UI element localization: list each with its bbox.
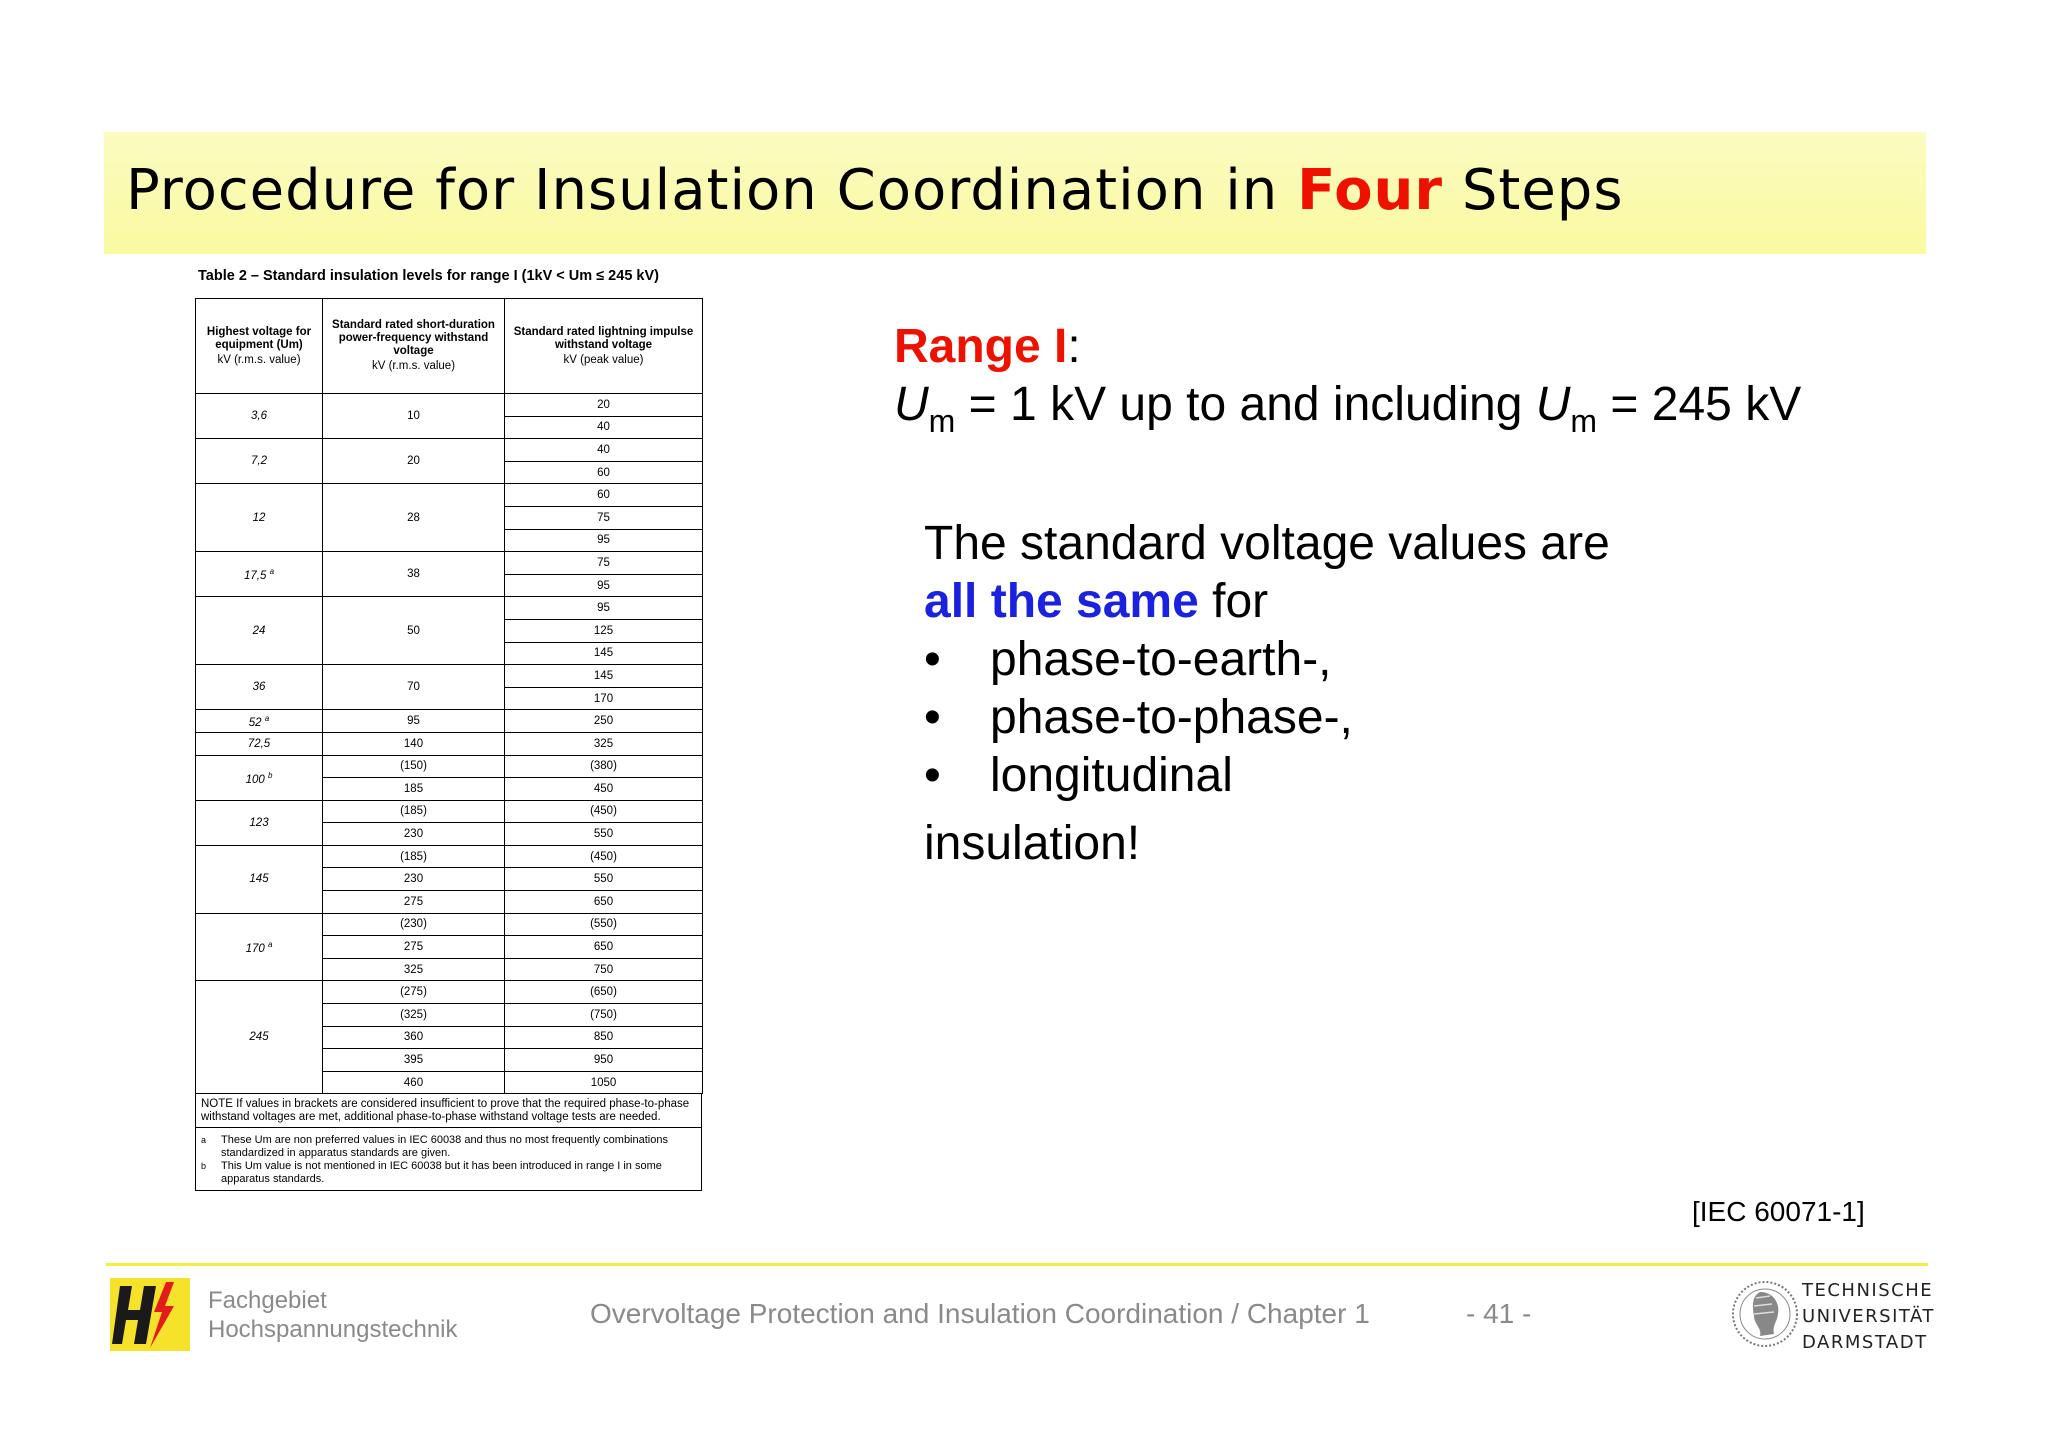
list-item-text: longitudinal bbox=[990, 749, 1233, 802]
statement-emphasis: all the same bbox=[924, 575, 1199, 628]
cell-text: 36 bbox=[252, 681, 266, 694]
cell-power-frequency: 185 bbox=[323, 778, 505, 801]
cell-lightning-impulse: 1050 bbox=[505, 1071, 703, 1094]
title-bar bbox=[104, 132, 1926, 254]
cell-lightning-impulse: 75 bbox=[505, 506, 703, 529]
statement-line2 bbox=[924, 573, 1610, 631]
footnote-b bbox=[201, 1160, 696, 1186]
cell-highest-voltage bbox=[196, 597, 323, 665]
cell-lightning-impulse: 60 bbox=[505, 461, 703, 484]
cell-power-frequency: 275 bbox=[323, 891, 505, 914]
table-row bbox=[196, 439, 703, 462]
cell-text: 17,5 bbox=[243, 570, 267, 583]
slide-title bbox=[126, 158, 1624, 223]
footnote-a bbox=[201, 1134, 696, 1160]
cell-lightning-impulse: 95 bbox=[505, 597, 703, 620]
um-subscript: m bbox=[928, 403, 956, 439]
header-unit: kV (r.m.s. value) bbox=[217, 353, 301, 366]
cell-highest-voltage bbox=[196, 710, 323, 733]
list-item-text: phase-to-earth-, bbox=[990, 633, 1332, 686]
table-caption: Table 2 – Standard insulation levels for range I (1kV < Um ≤ 245 kV) bbox=[198, 268, 659, 284]
cell-lightning-impulse: 20 bbox=[505, 394, 703, 417]
cell-highest-voltage bbox=[196, 800, 323, 845]
cell-power-frequency: 230 bbox=[323, 868, 505, 891]
cell-lightning-impulse: 170 bbox=[505, 687, 703, 710]
cell-footnote-mark: a bbox=[264, 714, 270, 724]
cell-highest-voltage bbox=[196, 552, 323, 597]
footnote-text: This Um value is not mentioned in IEC 60038 but it has been introduced in range I in some apparatus standards. bbox=[221, 1160, 662, 1186]
cell-text: 12 bbox=[252, 511, 266, 524]
cell-text: 145 bbox=[249, 873, 269, 886]
table-row bbox=[196, 755, 703, 778]
cell-power-frequency: 230 bbox=[323, 823, 505, 846]
cell-lightning-impulse: 650 bbox=[505, 891, 703, 914]
um-symbol: U bbox=[1535, 378, 1571, 431]
list-item bbox=[924, 747, 1610, 805]
cell-highest-voltage bbox=[196, 913, 323, 981]
cell-lightning-impulse: 325 bbox=[505, 732, 703, 755]
cell-power-frequency: 275 bbox=[323, 936, 505, 959]
table-row bbox=[196, 981, 703, 1004]
cell-power-frequency: 325 bbox=[323, 958, 505, 981]
cell-lightning-impulse: 145 bbox=[505, 665, 703, 688]
cell-text: 52 bbox=[248, 717, 262, 730]
table-row bbox=[196, 710, 703, 733]
course-title: Overvoltage Protection and Insulation Coordination / Chapter 1 bbox=[590, 1298, 1370, 1329]
footnote-mark: b bbox=[201, 1161, 207, 1172]
um-symbol: U bbox=[894, 378, 929, 431]
cell-power-frequency: 95 bbox=[323, 710, 505, 733]
range-text-mid: = 1 kV up to and including bbox=[955, 378, 1536, 431]
cell-lightning-impulse: (550) bbox=[505, 913, 703, 936]
cell-power-frequency: 28 bbox=[323, 484, 505, 552]
list-item-text: phase-to-phase-, bbox=[990, 691, 1353, 744]
cell-lightning-impulse: (450) bbox=[505, 845, 703, 868]
list-item bbox=[924, 689, 1610, 747]
footnote-text: These Um are non preferred values in IEC 60038 and thus no most frequently combinations standardized in apparatus standards are given. bbox=[221, 1134, 668, 1160]
footer-divider bbox=[106, 1263, 1928, 1266]
cell-highest-voltage bbox=[196, 394, 323, 439]
statement-line1: The standard voltage values are bbox=[924, 517, 1610, 570]
cell-power-frequency: (230) bbox=[323, 913, 505, 936]
cell-lightning-impulse: 95 bbox=[505, 574, 703, 597]
title-text-post: Steps bbox=[1443, 158, 1624, 223]
title-text-pre: Procedure for Insulation Coordination in bbox=[126, 158, 1298, 223]
cell-text: 245 bbox=[249, 1031, 269, 1044]
statement-after-emphasis: for bbox=[1198, 575, 1269, 628]
university-name bbox=[1802, 1278, 1935, 1356]
footnote-mark: a bbox=[201, 1135, 207, 1146]
cell-lightning-impulse: 650 bbox=[505, 936, 703, 959]
cell-lightning-impulse: 550 bbox=[505, 823, 703, 846]
header-text: Highest voltage for equipment (Um) bbox=[206, 325, 312, 351]
department-line1: Fachgebiet bbox=[208, 1287, 327, 1314]
cell-power-frequency: (150) bbox=[323, 755, 505, 778]
table-row bbox=[196, 394, 703, 417]
cell-text: 72,5 bbox=[247, 737, 271, 750]
insulation-table-wrapper bbox=[195, 298, 702, 1191]
cell-power-frequency: (275) bbox=[323, 981, 505, 1004]
cell-footnote-mark: b bbox=[267, 770, 273, 780]
range-equation bbox=[894, 376, 1801, 450]
cell-lightning-impulse: 60 bbox=[505, 484, 703, 507]
cell-lightning-impulse: 95 bbox=[505, 529, 703, 552]
cell-lightning-impulse: 40 bbox=[505, 439, 703, 462]
university-line2: UNIVERSITÄT bbox=[1802, 1306, 1935, 1327]
department-line2: Hochspannungstechnik bbox=[208, 1316, 458, 1343]
cell-lightning-impulse: 450 bbox=[505, 778, 703, 801]
header-text: Standard rated lightning impulse withstand voltage bbox=[513, 325, 694, 351]
cell-highest-voltage bbox=[196, 981, 323, 1094]
table-row bbox=[196, 597, 703, 620]
bullet-icon: • bbox=[924, 691, 941, 744]
cell-highest-voltage bbox=[196, 665, 323, 710]
range-heading bbox=[894, 318, 1801, 376]
department-name bbox=[208, 1286, 458, 1344]
table-row bbox=[196, 845, 703, 868]
reference-citation: [IEC 60071-1] bbox=[1692, 1196, 1865, 1227]
cell-lightning-impulse: 250 bbox=[505, 710, 703, 733]
cell-highest-voltage bbox=[196, 439, 323, 484]
insulation-levels-table bbox=[195, 298, 703, 1094]
cell-highest-voltage bbox=[196, 732, 323, 755]
cell-power-frequency: 20 bbox=[323, 439, 505, 484]
um-subscript: m bbox=[1570, 403, 1598, 439]
cell-power-frequency: 38 bbox=[323, 552, 505, 597]
cell-lightning-impulse: (380) bbox=[505, 755, 703, 778]
cell-power-frequency: (325) bbox=[323, 1004, 505, 1027]
range-text-end: = 245 kV bbox=[1597, 378, 1802, 431]
cell-power-frequency: 460 bbox=[323, 1071, 505, 1094]
cell-footnote-mark: a bbox=[269, 567, 275, 577]
list-item bbox=[924, 631, 1610, 689]
cell-lightning-impulse: 145 bbox=[505, 642, 703, 665]
statement-tail: insulation! bbox=[924, 817, 1141, 870]
cell-power-frequency: (185) bbox=[323, 800, 505, 823]
cell-power-frequency: 395 bbox=[323, 1049, 505, 1072]
cell-text: 7,2 bbox=[251, 455, 267, 468]
page-number: - 41 - bbox=[1466, 1298, 1532, 1329]
cell-text: 123 bbox=[249, 816, 269, 829]
cell-power-frequency: (185) bbox=[323, 845, 505, 868]
header-power-frequency bbox=[323, 299, 505, 394]
cell-text: 24 bbox=[252, 624, 266, 637]
cell-highest-voltage bbox=[196, 484, 323, 552]
cell-lightning-impulse: (450) bbox=[505, 800, 703, 823]
cell-lightning-impulse: 75 bbox=[505, 552, 703, 575]
cell-text: 3,6 bbox=[251, 410, 267, 423]
cell-lightning-impulse: 550 bbox=[505, 868, 703, 891]
cell-footnote-mark: a bbox=[267, 940, 273, 950]
cell-lightning-impulse: 950 bbox=[505, 1049, 703, 1072]
cell-lightning-impulse: 125 bbox=[505, 619, 703, 642]
insulation-types-list bbox=[924, 631, 1610, 805]
tu-darmstadt-seal-icon bbox=[1730, 1278, 1800, 1350]
cell-lightning-impulse: 750 bbox=[505, 958, 703, 981]
cell-highest-voltage bbox=[196, 845, 323, 913]
table-footnotes bbox=[195, 1128, 702, 1191]
title-text-accent: Four bbox=[1297, 158, 1444, 223]
table-note: NOTE If values in brackets are considered insufficient to prove that the required phase-to-phase withstand voltages are met, additional phase-to-phase withstand voltage tests are needed. bbox=[195, 1094, 702, 1128]
header-highest-voltage bbox=[196, 299, 323, 394]
cell-power-frequency: 140 bbox=[323, 732, 505, 755]
table-row bbox=[196, 665, 703, 688]
cell-text: 100 bbox=[245, 773, 265, 786]
range-definition bbox=[894, 318, 1801, 450]
cell-lightning-impulse: (750) bbox=[505, 1004, 703, 1027]
cell-text: 170 bbox=[245, 942, 265, 955]
table-row bbox=[196, 732, 703, 755]
cell-lightning-impulse: 40 bbox=[505, 416, 703, 439]
table-header-row bbox=[196, 299, 703, 394]
table-row bbox=[196, 913, 703, 936]
header-text: Standard rated short-duration power-frequency withstand voltage bbox=[332, 319, 495, 357]
hochspannung-logo-icon bbox=[110, 1278, 190, 1351]
cell-power-frequency: 10 bbox=[323, 394, 505, 439]
cell-power-frequency: 70 bbox=[323, 665, 505, 710]
bullet-icon: • bbox=[924, 749, 941, 802]
cell-power-frequency: 50 bbox=[323, 597, 505, 665]
cell-power-frequency: 360 bbox=[323, 1026, 505, 1049]
table-body bbox=[196, 394, 703, 1094]
table-row bbox=[196, 552, 703, 575]
cell-lightning-impulse: (650) bbox=[505, 981, 703, 1004]
range-colon: : bbox=[1067, 320, 1081, 373]
bullet-icon: • bbox=[924, 633, 941, 686]
header-unit: kV (r.m.s. value) bbox=[371, 360, 456, 372]
table-row bbox=[196, 800, 703, 823]
cell-lightning-impulse: 850 bbox=[505, 1026, 703, 1049]
table-row bbox=[196, 484, 703, 507]
header-unit: kV (peak value) bbox=[563, 353, 644, 366]
header-lightning-impulse bbox=[505, 299, 703, 394]
range-label: Range I bbox=[894, 320, 1068, 373]
university-line3: DARMSTADT bbox=[1802, 1332, 1928, 1353]
same-values-statement bbox=[924, 515, 1610, 873]
cell-highest-voltage bbox=[196, 755, 323, 800]
university-line1: TECHNISCHE bbox=[1802, 1280, 1934, 1301]
